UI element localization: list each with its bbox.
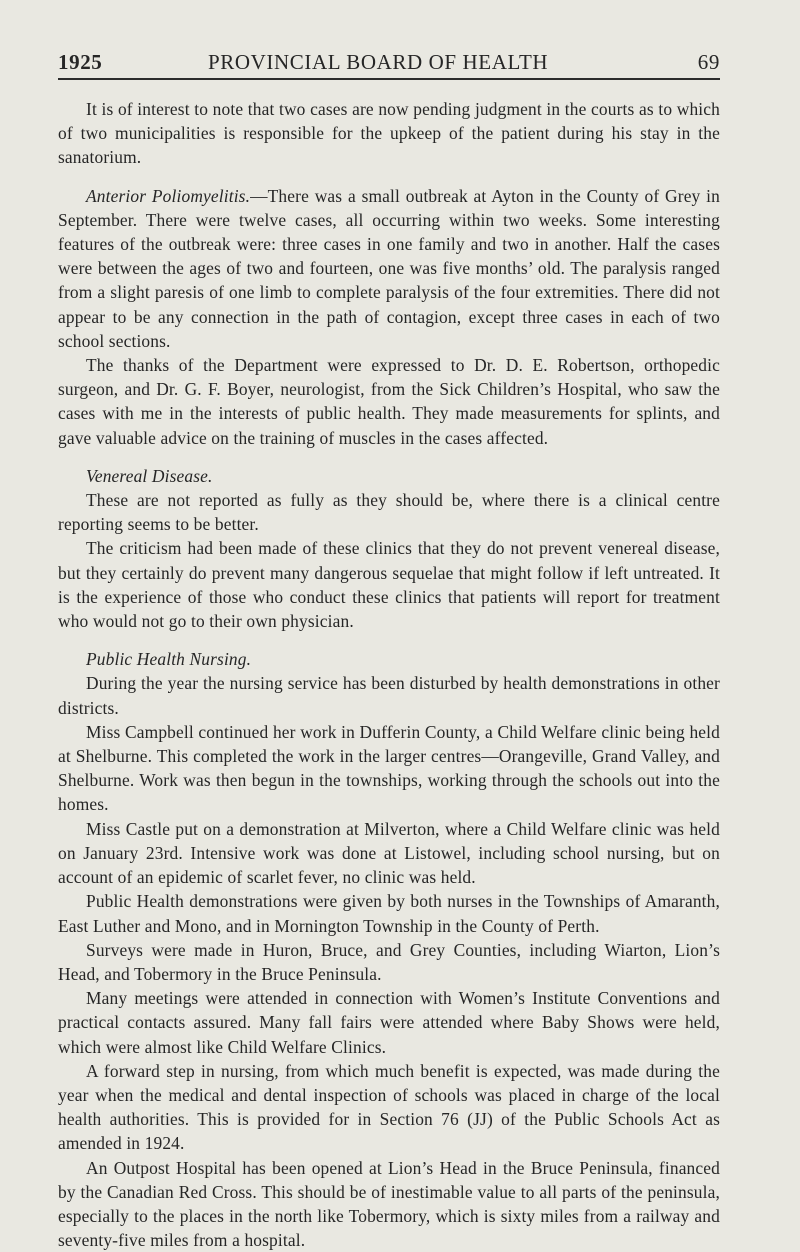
paragraph-poliomyelitis-thanks: The thanks of the Department were expressed to Dr. D. E. Robertson, orthopedic surgeon, and Dr. G. F. Boyer, neurologist, from the Sick Children’s Hospital, who saw the cases with me in the interests of public health. They made measurements for splints, and gave valuable advice on the training of muscles in the cases affected. (58, 355, 720, 448)
poliomyelitis-text: —There was a small outbreak at Ayton in the County of Grey in September. There were twelve cases, all occurring within two weeks. Some interesting features of the outbreak were: three cases in one family and two in another. Half the cases were between the ages of two and fourteen, one was five months’ old. The paralysis ranged from a slight paresis of one limb to complete paralysis of the four extremities. There did not appear to be any connection in the path of contagion, except three cases in each of two school sections. (58, 185, 720, 351)
page-number: 69 (697, 50, 720, 74)
header-rule (58, 78, 720, 80)
paragraph-nursing-meetings: Many meetings were attended in connection with Women’s Institute Conventions and practical contacts assured. Many fall fairs were attended where Baby Shows were held, which were almost like Child Welfare Clinics. (58, 988, 720, 1057)
paragraph-nursing-surveys: Surveys were made in Huron, Bruce, and Grey Counties, including Wiarton, Lion’s Head, and Tobermory in the Bruce Peninsula. (58, 939, 720, 984)
paragraph-nursing-outpost-hospital: An Outpost Hospital has been opened at Lion’s Head in the Bruce Peninsula, financed by the Canadian Red Cross. This should be of inestimable value to all parts of the peninsula, especially to the places in the north like Tobermory, which is sixty miles from a railway and seventy-five miles from a hospital. (58, 1157, 720, 1251)
header-title: PROVINCIAL BOARD OF HEALTH (208, 50, 549, 74)
paragraph-nursing-campbell: Miss Campbell continued her work in Dufferin County, a Child Welfare clinic being held at Shelburne. This completed the work in the larger centres—Orangeville, Grand Valley, and Shelburne. Work was then begun in the townships, working through the schools out into the homes. (58, 721, 720, 815)
section-heading-venereal-disease: Venereal Disease. (86, 465, 213, 486)
paragraph-venereal-reporting: These are not reported as fully as they should be, where there is a clinical centre reporting seems to be better. (58, 490, 720, 535)
body-text (58, 97, 720, 1252)
paragraph-nursing-castle: Miss Castle put on a demonstration at Milverton, where a Child Welfare clinic was held on January 23rd. Intensive work was done at Listowel, including school nursing, but on account of an epidemic of scarlet fever, no clinic was held. (58, 818, 720, 888)
header-year: 1925 (58, 50, 103, 74)
paragraph-poliomyelitis-outbreak (58, 184, 720, 353)
running-header (58, 52, 720, 72)
paragraph-nursing-inspection: A forward step in nursing, from which much benefit is expected, was made during the year when the medical and dental inspection of schools was placed in charge of the local health authorities. This is provided for in Section 76 (JJ) of the Public Schools Act as amended in 1924. (58, 1060, 720, 1154)
section-heading-public-health-nursing: Public Health Nursing. (86, 649, 252, 670)
paragraph-venereal-clinics: The criticism had been made of these clinics that they do not prevent venereal disease, but they certainly do prevent many dangerous sequelae that might follow if left untreated. It is the experience of those who conduct these clinics that patients will report for treatment who would not go to their own physician. (58, 538, 720, 632)
section-heading-poliomyelitis: Anterior Poliomyelitis. (86, 185, 251, 206)
section-gap (58, 633, 720, 647)
paragraph-nursing-disturbed: During the year the nursing service has been disturbed by health demonstrations in other districts. (58, 673, 720, 718)
paragraph-sanatorium-cases: It is of interest to note that two cases are now pending judgment in the courts as to which of two municipalities is responsible for the upkeep of the patient during his stay in the sanatorium. (58, 99, 720, 168)
section-gap (58, 170, 720, 184)
section-gap (58, 450, 720, 464)
paragraph-nursing-demonstrations: Public Health demonstrations were given by both nurses in the Townships of Amaranth, East Luther and Mono, and in Mornington Township in the County of Perth. (58, 891, 720, 936)
